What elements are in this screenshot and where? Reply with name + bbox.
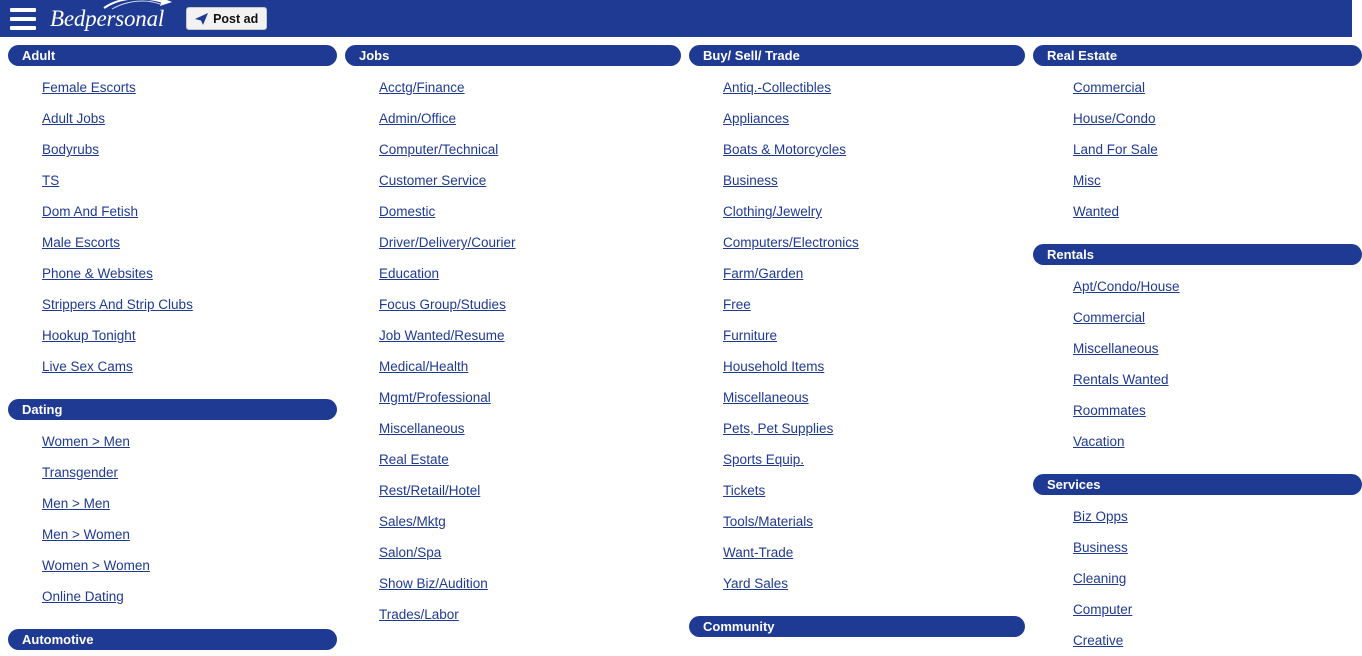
- link-clothing-jewelry[interactable]: Clothing/Jewelry: [723, 204, 823, 219]
- list-item: [379, 475, 681, 506]
- list-item: [723, 475, 1025, 506]
- site-logo[interactable]: [50, 6, 170, 32]
- category-list-buy-sell-trade: [689, 72, 1025, 599]
- list-item: [42, 550, 337, 581]
- list-item: [379, 258, 681, 289]
- link-cleaning[interactable]: Cleaning: [1073, 571, 1127, 586]
- link-vacation[interactable]: Vacation: [1073, 434, 1125, 449]
- list-item: [379, 413, 681, 444]
- list-item: [1073, 134, 1362, 165]
- link-domestic[interactable]: Domestic: [379, 204, 436, 219]
- link-commercial-re[interactable]: Commercial: [1073, 80, 1146, 95]
- category-header-community[interactable]: Community: [689, 616, 1025, 637]
- link-household-items[interactable]: Household Items: [723, 359, 825, 374]
- link-education[interactable]: Education: [379, 266, 440, 281]
- link-adult-jobs[interactable]: Adult Jobs: [42, 111, 106, 126]
- category-list-jobs: [345, 72, 681, 630]
- link-appliances[interactable]: Appliances: [723, 111, 790, 126]
- category-header-adult[interactable]: Adult: [8, 45, 337, 66]
- list-item: [1073, 594, 1362, 625]
- link-customer-service[interactable]: Customer Service: [379, 173, 487, 188]
- list-item: [42, 289, 337, 320]
- category-column-adult: [8, 45, 337, 647]
- link-ts[interactable]: TS: [42, 173, 60, 188]
- list-item: [723, 537, 1025, 568]
- link-house-condo[interactable]: House/Condo: [1073, 111, 1156, 126]
- list-item: [42, 488, 337, 519]
- list-item: [42, 103, 337, 134]
- list-item: [42, 351, 337, 382]
- list-item: [723, 196, 1025, 227]
- link-women-women[interactable]: Women > Women: [42, 558, 150, 573]
- list-item: [723, 320, 1025, 351]
- list-item: [42, 227, 337, 258]
- list-item: [379, 568, 681, 599]
- category-header-services[interactable]: Services: [1033, 474, 1362, 495]
- list-item: [1073, 364, 1362, 395]
- link-misc-re[interactable]: Misc: [1073, 173, 1101, 188]
- link-sales-mktg[interactable]: Sales/Mktg: [379, 514, 446, 529]
- link-mgmt-professional[interactable]: Mgmt/Professional: [379, 390, 491, 405]
- list-item: [723, 165, 1025, 196]
- list-item: [1073, 563, 1362, 594]
- list-item: [723, 72, 1025, 103]
- list-item: [1073, 426, 1362, 457]
- category-list-services: [1033, 501, 1362, 656]
- link-hookup-tonight[interactable]: Hookup Tonight: [42, 328, 136, 343]
- list-item: [379, 196, 681, 227]
- list-item: [379, 506, 681, 537]
- category-column-buy-sell-trade: [689, 45, 1025, 640]
- category-board: [0, 37, 1352, 648]
- list-item: [42, 426, 337, 457]
- post-ad-label: Post ad: [213, 11, 259, 26]
- link-sports-equip[interactable]: Sports Equip.: [723, 452, 805, 467]
- list-item: [723, 289, 1025, 320]
- link-rest-retail-hotel[interactable]: Rest/Retail/Hotel: [379, 483, 481, 498]
- link-miscellaneous-rentals[interactable]: Miscellaneous: [1073, 341, 1159, 356]
- link-antiq-collectibles[interactable]: Antiq.-Collectibles: [723, 80, 832, 95]
- list-item: [379, 165, 681, 196]
- link-men-women[interactable]: Men > Women: [42, 527, 130, 542]
- list-item: [723, 227, 1025, 258]
- category-column-real-estate: [1033, 45, 1362, 648]
- hamburger-bar: [10, 17, 36, 21]
- list-item: [379, 227, 681, 258]
- link-live-sex-cams[interactable]: Live Sex Cams: [42, 359, 133, 374]
- link-real-estate-jobs[interactable]: Real Estate: [379, 452, 449, 467]
- list-item: [42, 134, 337, 165]
- category-header-rentals[interactable]: Rentals: [1033, 244, 1362, 265]
- list-item: [1073, 165, 1362, 196]
- category-header-dating[interactable]: Dating: [8, 399, 337, 420]
- link-medical-health[interactable]: Medical/Health: [379, 359, 469, 374]
- link-driver-delivery-courier[interactable]: Driver/Delivery/Courier: [379, 235, 516, 250]
- link-creative[interactable]: Creative: [1073, 633, 1124, 648]
- list-item: [379, 72, 681, 103]
- list-item: [1073, 395, 1362, 426]
- link-farm-garden[interactable]: Farm/Garden: [723, 266, 804, 281]
- link-apt-condo-house[interactable]: Apt/Condo/House: [1073, 279, 1180, 294]
- link-acctg-finance[interactable]: Acctg/Finance: [379, 80, 465, 95]
- category-header-jobs[interactable]: Jobs: [345, 45, 681, 66]
- site-header: [0, 0, 1352, 37]
- link-yard-sales[interactable]: Yard Sales: [723, 576, 789, 591]
- link-business-services[interactable]: Business: [1073, 540, 1128, 555]
- link-miscellaneous-bst[interactable]: Miscellaneous: [723, 390, 809, 405]
- link-wanted-re[interactable]: Wanted: [1073, 204, 1120, 219]
- list-item: [379, 103, 681, 134]
- list-item: [1073, 501, 1362, 532]
- link-dom-and-fetish[interactable]: Dom And Fetish: [42, 204, 139, 219]
- list-item: [723, 568, 1025, 599]
- category-header-buy-sell-trade[interactable]: Buy/ Sell/ Trade: [689, 45, 1025, 66]
- link-free[interactable]: Free: [723, 297, 751, 312]
- category-column-jobs: [345, 45, 681, 640]
- link-furniture[interactable]: Furniture: [723, 328, 778, 343]
- list-item: [42, 72, 337, 103]
- list-item: [723, 382, 1025, 413]
- list-item: [1073, 302, 1362, 333]
- list-item: [1073, 72, 1362, 103]
- link-online-dating[interactable]: Online Dating: [42, 589, 124, 604]
- list-item: [379, 289, 681, 320]
- link-trades-labor[interactable]: Trades/Labor: [379, 607, 459, 622]
- list-item: [379, 444, 681, 475]
- list-item: [379, 599, 681, 630]
- link-computer-services[interactable]: Computer: [1073, 602, 1133, 617]
- list-item: [723, 103, 1025, 134]
- category-list-real-estate: [1033, 72, 1362, 227]
- hamburger-bar: [10, 8, 36, 12]
- link-female-escorts[interactable]: Female Escorts: [42, 80, 136, 95]
- link-computer-technical[interactable]: Computer/Technical: [379, 142, 499, 157]
- link-pets-pet-supplies[interactable]: Pets, Pet Supplies: [723, 421, 834, 436]
- link-business[interactable]: Business: [723, 173, 778, 188]
- link-women-men[interactable]: Women > Men: [42, 434, 130, 449]
- link-biz-opps[interactable]: Biz Opps: [1073, 509, 1128, 524]
- link-tools-materials[interactable]: Tools/Materials: [723, 514, 814, 529]
- link-want-trade[interactable]: Want-Trade: [723, 545, 794, 560]
- link-roommates[interactable]: Roommates: [1073, 403, 1146, 418]
- link-admin-office[interactable]: Admin/Office: [379, 111, 457, 126]
- link-male-escorts[interactable]: Male Escorts: [42, 235, 121, 250]
- list-item: [42, 581, 337, 612]
- list-item: [42, 457, 337, 488]
- list-item: [723, 444, 1025, 475]
- hamburger-icon[interactable]: [10, 8, 36, 30]
- link-transgender[interactable]: Transgender: [42, 465, 119, 480]
- list-item: [723, 413, 1025, 444]
- link-phone-websites[interactable]: Phone & Websites: [42, 266, 153, 281]
- link-show-biz-audition[interactable]: Show Biz/Audition: [379, 576, 488, 591]
- link-job-wanted-resume[interactable]: Job Wanted/Resume: [379, 328, 505, 343]
- list-item: [42, 196, 337, 227]
- link-computers-electronics[interactable]: Computers/Electronics: [723, 235, 859, 250]
- category-header-real-estate[interactable]: Real Estate: [1033, 45, 1362, 66]
- list-item: [1073, 625, 1362, 656]
- link-focus-group-studies[interactable]: Focus Group/Studies: [379, 297, 506, 312]
- link-tickets[interactable]: Tickets: [723, 483, 766, 498]
- site-logo-text: Bedpersonal: [50, 5, 165, 31]
- list-item: [379, 382, 681, 413]
- link-commercial-rentals[interactable]: Commercial: [1073, 310, 1146, 325]
- list-item: [1073, 271, 1362, 302]
- link-rentals-wanted[interactable]: Rentals Wanted: [1073, 372, 1169, 387]
- category-list-adult: [8, 72, 337, 382]
- link-bodyrubs[interactable]: Bodyrubs: [42, 142, 100, 157]
- list-item: [379, 537, 681, 568]
- list-item: [379, 320, 681, 351]
- list-item: [379, 351, 681, 382]
- list-item: [42, 165, 337, 196]
- category-list-rentals: [1033, 271, 1362, 457]
- link-boats-motorcycles[interactable]: Boats & Motorcycles: [723, 142, 847, 157]
- list-item: [1073, 532, 1362, 563]
- link-miscellaneous-jobs[interactable]: Miscellaneous: [379, 421, 465, 436]
- list-item: [723, 258, 1025, 289]
- list-item: [1073, 196, 1362, 227]
- link-land-for-sale[interactable]: Land For Sale: [1073, 142, 1158, 157]
- list-item: [1073, 333, 1362, 364]
- list-item: [1073, 103, 1362, 134]
- list-item: [42, 258, 337, 289]
- hamburger-bar: [10, 26, 36, 30]
- list-item: [379, 134, 681, 165]
- list-item: [723, 134, 1025, 165]
- list-item: [723, 351, 1025, 382]
- list-item: [723, 506, 1025, 537]
- link-men-men[interactable]: Men > Men: [42, 496, 110, 511]
- category-header-automotive[interactable]: Automotive: [8, 629, 337, 650]
- paper-plane-icon: [195, 13, 208, 25]
- category-list-dating: [8, 426, 337, 612]
- link-salon-spa[interactable]: Salon/Spa: [379, 545, 442, 560]
- post-ad-button[interactable]: [186, 7, 267, 30]
- list-item: [42, 519, 337, 550]
- list-item: [42, 320, 337, 351]
- link-strippers-and-strip-clubs[interactable]: Strippers And Strip Clubs: [42, 297, 193, 312]
